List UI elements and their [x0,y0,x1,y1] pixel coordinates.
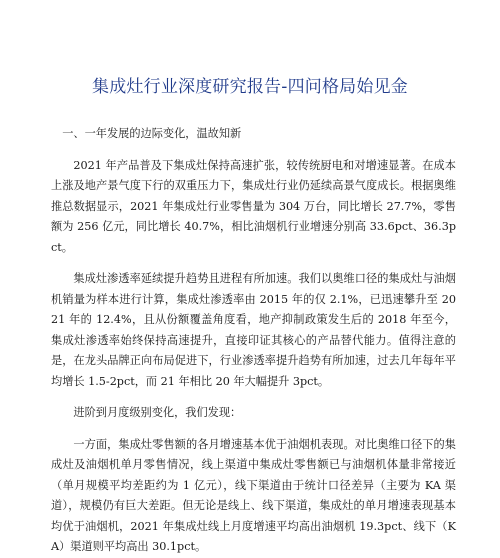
document-title: 集成灶行业深度研究报告-四问格局始见金 [92,77,408,97]
paragraph: 集成灶渗透率延续提升趋势且进程有所加速。我们以奥维口径的集成灶与油烟机销量为样本进行计算，集成灶渗透率由 2015 年的仅 2.1%，已迅速攀升至 2021 年的 12.4%，且从份额覆盖角度看，地产抑制政策发生后的 2018 年至今，集成灶渗透率始终保持高速提升，直接印证其核心的产品替代能力。值得注意的是，在龙头品牌正向布局促进下，行业渗透率提升趋势有所加速，过去几年每年平均增长 1.5-2pct，而 21 年相比 20 年大幅提升 3pct。 [51,272,456,388]
paragraph: 2021 年产品普及下集成灶保持高速扩张，较传统厨电和对增速显著。在成本上涨及地产景气度下行的双重压力下，集成灶行业仍延续高景气度成长。根据奥维推总数据显示，2021 年集成灶行业零售量为 304 万台，同比增长 27.7%，零售额为 256 亿元，同比增长 40.7%，相比油烟机行业增速分别高 33.6pct、36.3pct。 [51,158,456,254]
document-body [51,124,456,558]
paragraph: 一方面，集成灶零售额的各月增速基本优于油烟机表现。对比奥维口径下的集成灶及油烟机单月零售情况，线上渠道中集成灶零售额已与油烟机体量非常接近（单月规模平均差距约为 1 亿元），线下渠道由于统计口径差异（主要为 KA 渠道），规模仍有巨大差距。但无论是线上、线下渠道，集成灶的单月增速表现基本均优于油烟机，2021 年集成灶线上月度增速平均高出油烟机 19.3pct、线下（KA）渠道则平均高出 30.1pct。 [51,437,456,553]
paragraph: 进阶到月度级别变化，我们发现： [73,406,242,419]
section-heading: 一、一年发展的边际变化，温故知新 [62,127,242,140]
